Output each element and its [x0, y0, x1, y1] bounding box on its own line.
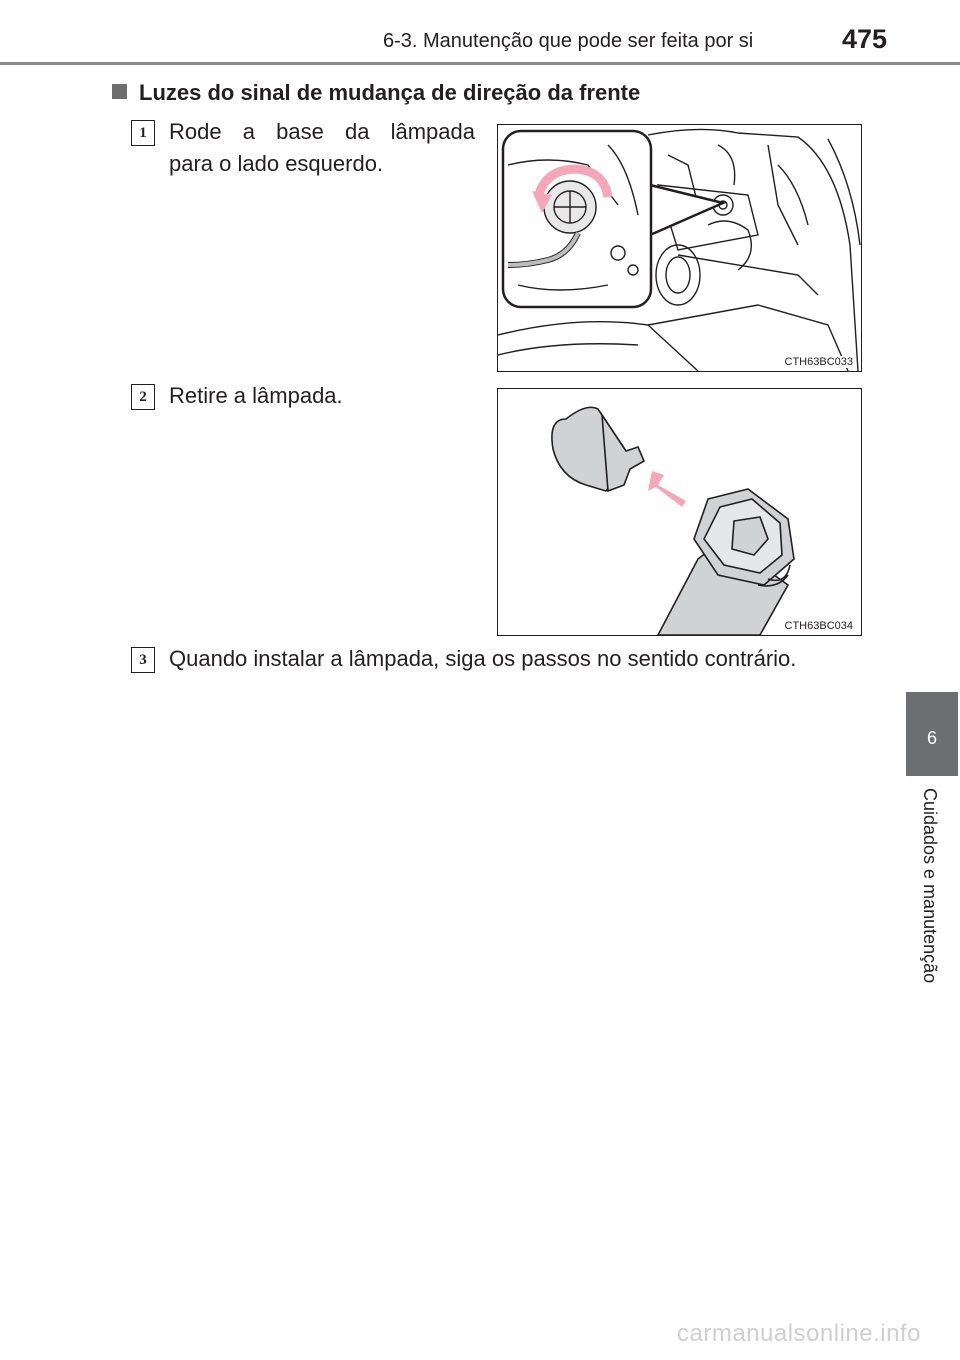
- figure-code-1: CTH63BC033: [784, 356, 853, 368]
- figure-bulb-removal: [497, 388, 862, 636]
- step-number-3: 3: [131, 647, 155, 673]
- section-title: 6-3. Manutenção que pode ser feita por si: [383, 30, 754, 52]
- figure-code-2: CTH63BC034: [784, 620, 853, 632]
- bulb-removal-illustration: [498, 389, 861, 635]
- chapter-title: Cuidados e manutenção: [920, 788, 940, 984]
- header-divider: [0, 62, 960, 65]
- square-bullet-icon: [112, 84, 127, 99]
- watermark: carmanualsonline.info: [677, 1320, 921, 1347]
- chapter-tab: [906, 692, 958, 776]
- step-text-2: Retire a lâmpada.: [169, 383, 343, 408]
- section-heading: [112, 80, 640, 106]
- step-number-1: 1: [131, 120, 155, 146]
- engine-bay-illustration: [498, 125, 861, 371]
- step-text-3: Quando instalar a lâmpada, siga os passos no sentido contrário.: [169, 646, 797, 671]
- chapter-number: 6: [926, 728, 937, 748]
- step-text-1-line-2: para o lado esquerdo.: [169, 151, 384, 176]
- step-number-2: 2: [131, 384, 155, 410]
- section-heading-text: Luzes do sinal de mudança de direção da frente: [139, 80, 641, 105]
- step-text-1-line-1: Rode a base da lâmpada: [169, 119, 475, 144]
- page-number: 475: [842, 24, 888, 54]
- figure-bulb-socket-rotation: [497, 124, 862, 372]
- step-text-1: [169, 116, 475, 180]
